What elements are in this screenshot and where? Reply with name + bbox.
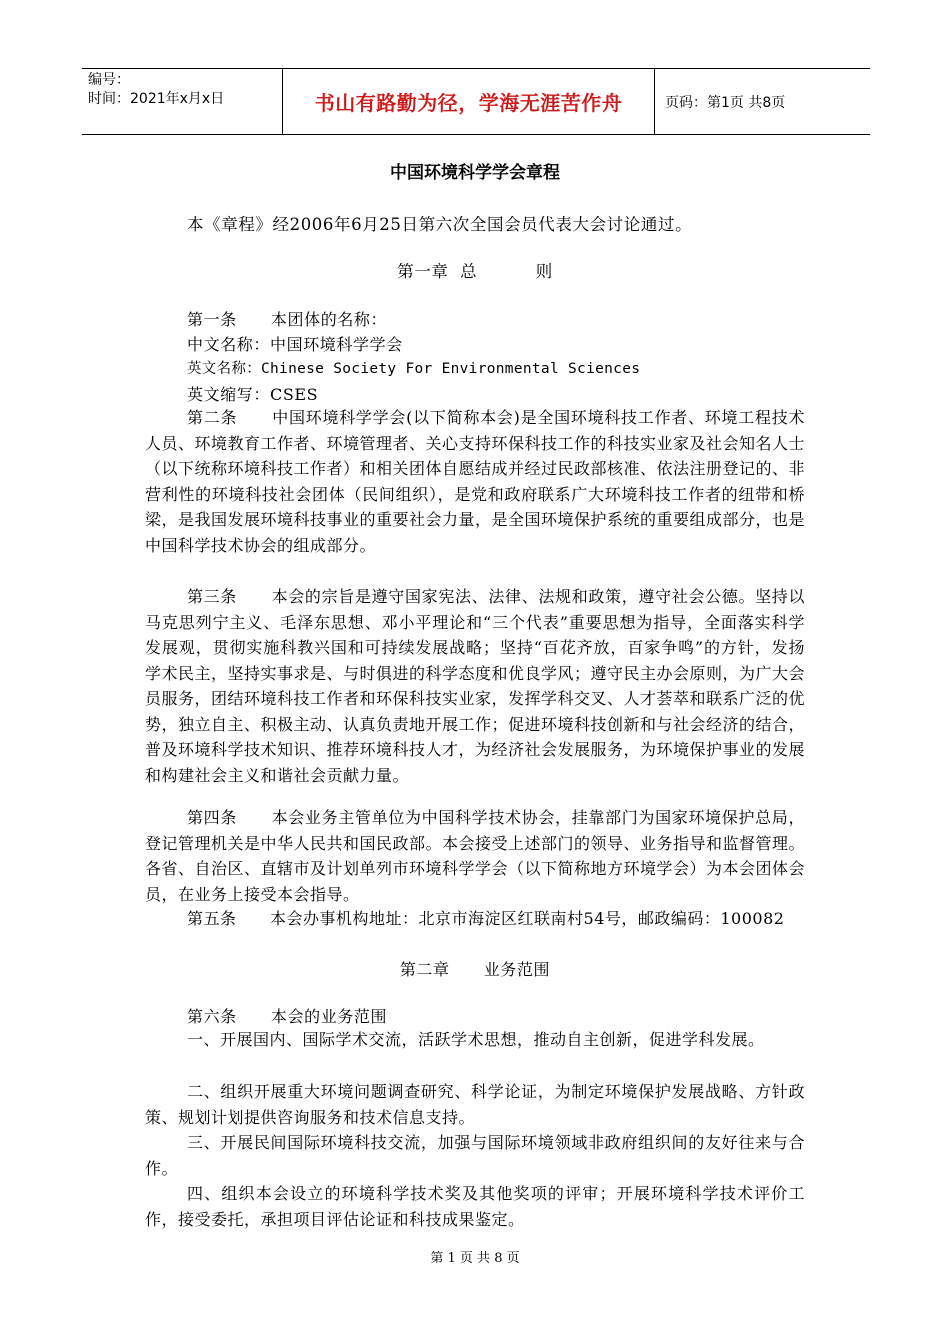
- header-motto: 书山有路勤为径，学海无涯苦作舟: [314, 91, 623, 115]
- article-1-heading: 第一条 本团体的名称：: [187, 310, 388, 329]
- article-1-abbreviation: 英文缩写：CSES: [187, 385, 319, 404]
- intro-line: 本《章程》经2006年6月25日第六次全国会员代表大会讨论通过。: [187, 215, 693, 234]
- article-1-chinese-name: 中文名称：中国环境科学学会: [187, 335, 403, 354]
- chapter-2-heading: 第二章 业务范围: [399, 960, 551, 979]
- article-3-paragraph: 第三条 本会的宗旨是遵守国家宪法、法律、法规和政策，遵守社会公德。坚持以马克思列宁主义、毛泽东思想、邓小平理论和“三个代表”重要思想为指导，全面落实科学发展观，贯彻实施科教兴国和可持续发展战略；坚持“百花齐放，百家争鸣”的方针，发扬学术民主，坚持实事求是、与时俱进的科学态度和优良学风；遵守民主办会原则，为广大会员服务，团结环境科技工作者和环保科技实业家，发挥学科交叉、人才荟萃和联系广泛的优势，独立自主、积极主动、认真负责地开展工作；促进环境科技创新和与社会经济的结合，普及环境科学技术知识、推荐环境科技人才，为经济社会发展服务，为环境保护事业的发展和构建社会主义和谐社会贡献力量。: [145, 587, 806, 785]
- page-header: [82, 68, 870, 135]
- header-motto-cell: [282, 69, 655, 134]
- header-page-info: 页码：第1页 共8页: [665, 94, 786, 111]
- document-title: 中国环境科学学会章程: [390, 163, 560, 183]
- document-number-label: 编号：: [88, 72, 130, 88]
- english-name-text: 英文名称：Chinese Society For Environmental Sciences: [187, 361, 641, 377]
- article-1-english-name: [187, 357, 847, 378]
- chapter-1-heading: 第一章 总 则: [397, 262, 553, 281]
- article-5-paragraph: 第五条 本会办事机构地址：北京市海淀区红联南村54号，邮政编码：100082: [187, 909, 785, 928]
- header-left: [82, 69, 282, 134]
- scope-item-1: 一、开展国内、国际学术交流，活跃学术思想，推动自主创新，促进学科发展。: [187, 1030, 765, 1049]
- scope-item-4: 四、组织本会设立的环境科学技术奖及其他奖项的评审；开展环境科学技术评价工作，接受委托，承担项目评估论证和科技成果鉴定。: [145, 1184, 805, 1229]
- scope-item-2: 二、组织开展重大环境问题调查研究、科学论证，为制定环境保护发展战略、方针政策、规划计划提供咨询服务和技术信息支持。: [145, 1082, 805, 1127]
- article-4-paragraph: 第四条 本会业务主管单位为中国科学技术协会，挂靠部门为国家环境保护总局，登记管理机关是中华人民共和国民政部。本会接受上述部门的领导、业务指导和监督管理。各省、自治区、直辖市及计划单列市环境科学学会（以下简称地方环境学会）为本会团体会员，在业务上接受本会指导。: [145, 808, 806, 904]
- article-6-heading: 第六条 本会的业务范围: [187, 1007, 388, 1026]
- document-date: 时间：2021年x月x日: [88, 91, 225, 107]
- scope-item-3: 三、开展民间国际环境科技交流，加强与国际环境领域非政府组织间的友好往来与合作。: [145, 1133, 805, 1178]
- article-2-paragraph: 第二条 中国环境科学学会(以下简称本会)是全国环境科技工作者、环境工程技术人员、环境教育工作者、环境管理者、关心支持环保科技工作的科技实业家及社会知名人士（以下统称环境科技工作者）和相关团体自愿结成并经过民政部核准、依法注册登记的、非营利性的环境科技社会团体（民间组织），是党和政府联系广大环境科技工作者的纽带和桥梁，是我国发展环境科技事业的重要社会力量，是全国环境保护系统的重要组成部分，也是中国科学技术协会的组成部分。: [145, 408, 806, 555]
- page-footer: 第 1 页 共 8 页: [430, 1251, 520, 1266]
